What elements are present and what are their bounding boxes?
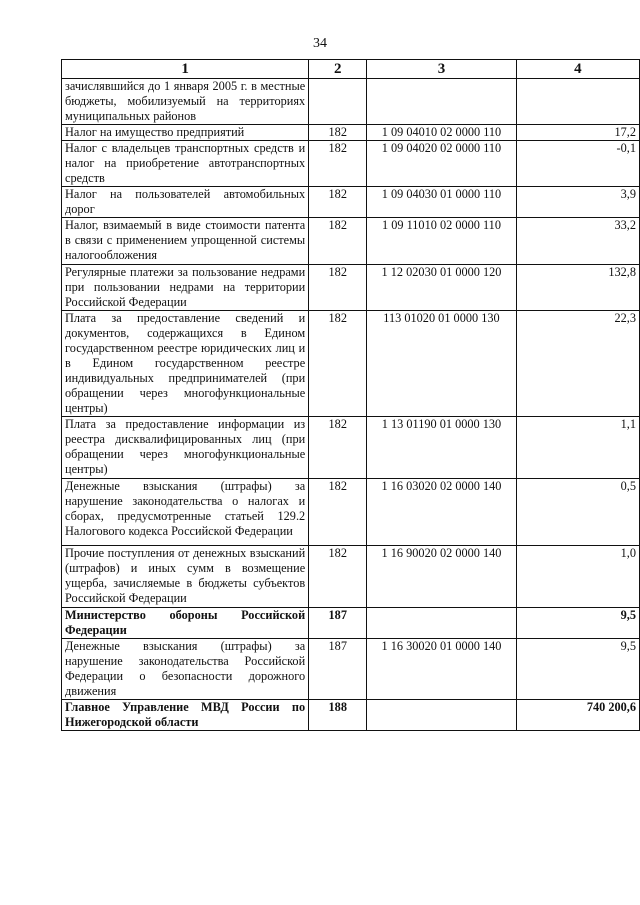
row-budget-code-cell: [367, 700, 516, 731]
page-number: 34: [313, 36, 327, 51]
row-name-cell: Налог на пользователей автомобильных дорог: [62, 187, 309, 218]
table-row: [62, 639, 640, 700]
row-admin-code-cell: 187: [309, 639, 367, 700]
row-amount-cell: 22,3: [516, 311, 639, 417]
table-row: [62, 265, 640, 311]
row-budget-code-cell: 1 09 04010 02 0000 110: [367, 125, 516, 141]
row-amount-cell: 33,2: [516, 218, 639, 265]
row-admin-code-cell: 182: [309, 546, 367, 608]
row-budget-code-cell: 1 09 04020 02 0000 110: [367, 141, 516, 187]
row-amount-cell: -0,1: [516, 141, 639, 187]
row-amount-cell: 9,5: [516, 608, 639, 639]
row-amount-cell: 1,0: [516, 546, 639, 608]
table-header-row: [62, 60, 640, 79]
row-budget-code-cell: 1 13 01190 01 0000 130: [367, 417, 516, 479]
row-admin-code-cell: 182: [309, 479, 367, 546]
row-budget-code-cell: 1 16 30020 01 0000 140: [367, 639, 516, 700]
table-row: [62, 218, 640, 265]
row-admin-code-cell: 187: [309, 608, 367, 639]
row-name-cell: Налог, взимаемый в виде стоимости патента в связи с применением упрощенной системы налогообложения: [62, 218, 309, 265]
row-amount-cell: 3,9: [516, 187, 639, 218]
row-budget-code-cell: 1 16 03020 02 0000 140: [367, 479, 516, 546]
row-budget-code-cell: 113 01020 01 0000 130: [367, 311, 516, 417]
row-name-cell: Налог с владельцев транспортных средств и налог на приобретение автотранспортных средств: [62, 141, 309, 187]
row-name-cell: зачислявшийся до 1 января 2005 г. в местные бюджеты, мобилизуемый на территориях муниципальных районов: [62, 79, 309, 125]
row-name-cell: Денежные взыскания (штрафы) за нарушение законодательства о налогах и сборах, предусмотренные статьей 129.2 Налогового кодекса Российской Федерации: [62, 479, 309, 546]
row-name-cell: Регулярные платежи за пользование недрами при пользовании недрами на территории Российской Федерации: [62, 265, 309, 311]
table-row: [62, 141, 640, 187]
column-header-1: 1: [62, 60, 309, 79]
budget-revenue-table: [61, 59, 640, 731]
table-row: [62, 79, 640, 125]
row-admin-code-cell: 182: [309, 141, 367, 187]
row-admin-code-cell: 182: [309, 125, 367, 141]
row-name-cell: Министерство обороны Российской Федерации: [62, 608, 309, 639]
row-amount-cell: 9,5: [516, 639, 639, 700]
row-admin-code-cell: 182: [309, 417, 367, 479]
row-amount-cell: 132,8: [516, 265, 639, 311]
table-row: [62, 417, 640, 479]
row-budget-code-cell: 1 12 02030 01 0000 120: [367, 265, 516, 311]
row-admin-code-cell: 182: [309, 187, 367, 218]
table-row: [62, 700, 640, 731]
table-row: [62, 311, 640, 417]
row-name-cell: Денежные взыскания (штрафы) за нарушение законодательства Российской Федерации о безопасности дорожного движения: [62, 639, 309, 700]
row-admin-code-cell: 182: [309, 218, 367, 265]
row-name-cell: Налог на имущество предприятий: [62, 125, 309, 141]
row-amount-cell: [516, 79, 639, 125]
table-row: [62, 187, 640, 218]
column-header-2: 2: [309, 60, 367, 79]
row-admin-code-cell: 188: [309, 700, 367, 731]
column-header-4: 4: [516, 60, 639, 79]
table-row: [62, 546, 640, 608]
table-row: [62, 125, 640, 141]
row-budget-code-cell: 1 16 90020 02 0000 140: [367, 546, 516, 608]
row-amount-cell: 1,1: [516, 417, 639, 479]
row-name-cell: Прочие поступления от денежных взысканий (штрафов) и иных сумм в возмещение ущерба, зачисляемые в бюджеты субъектов Российской Федерации: [62, 546, 309, 608]
table-row: [62, 608, 640, 639]
row-budget-code-cell: [367, 608, 516, 639]
row-budget-code-cell: 1 09 04030 01 0000 110: [367, 187, 516, 218]
row-amount-cell: 740 200,6: [516, 700, 639, 731]
row-name-cell: Плата за предоставление сведений и документов, содержащихся в Едином государственном реестре юридических лиц и в Едином государственном реестре индивидуальных предпринимателей (при обращении через многофункциональные центры): [62, 311, 309, 417]
table-row: [62, 479, 640, 546]
row-amount-cell: 17,2: [516, 125, 639, 141]
column-header-3: 3: [367, 60, 516, 79]
row-budget-code-cell: 1 09 11010 02 0000 110: [367, 218, 516, 265]
row-name-cell: Главное Управление МВД России по Нижегородской области: [62, 700, 309, 731]
row-amount-cell: 0,5: [516, 479, 639, 546]
row-budget-code-cell: [367, 79, 516, 125]
row-admin-code-cell: [309, 79, 367, 125]
row-name-cell: Плата за предоставление информации из реестра дисквалифицированных лиц (при обращении через многофункциональные центры): [62, 417, 309, 479]
row-admin-code-cell: 182: [309, 265, 367, 311]
row-admin-code-cell: 182: [309, 311, 367, 417]
table-body: [62, 79, 640, 731]
